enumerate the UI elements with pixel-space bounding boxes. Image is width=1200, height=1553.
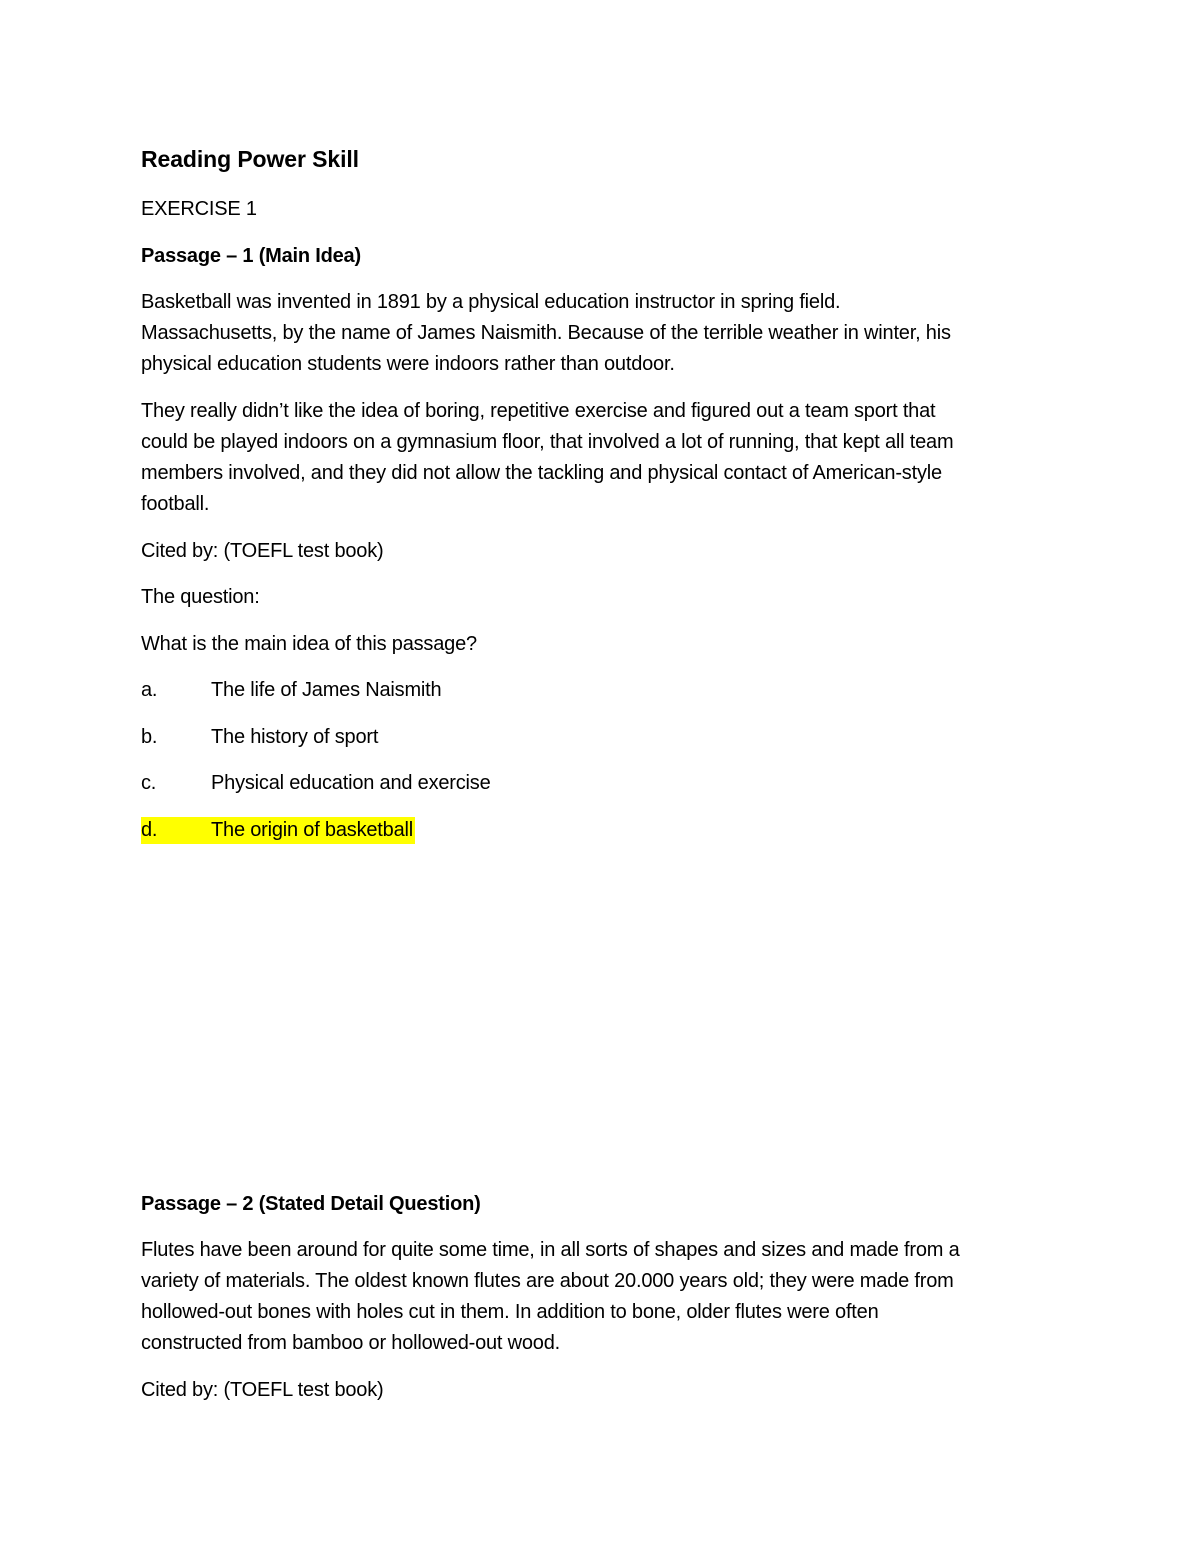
option-d-text: The origin of basketball (211, 819, 413, 841)
passage1-citation: Cited by: (TOEFL test book) (141, 540, 384, 562)
option-a-letter: a. (141, 679, 158, 701)
passage2-para1-line2: variety of materials. The oldest known flutes are about 20.000 years old; they were made from (141, 1270, 954, 1292)
option-b (141, 725, 378, 749)
option-a (141, 678, 441, 702)
document-title: Reading Power Skill (141, 146, 359, 172)
question-text: What is the main idea of this passage? (141, 633, 477, 655)
passage2-para1-line4: constructed from bamboo or hollowed-out wood. (141, 1332, 561, 1354)
passage1-para2-line3: members involved, and they did not allow the tackling and physical contact of American-style (141, 462, 942, 484)
passage1-para2-line1: They really didn’t like the idea of boring, repetitive exercise and figured out a team sport that (141, 400, 936, 422)
answer-highlight (141, 817, 415, 844)
option-c-letter: c. (141, 772, 157, 794)
option-d-answer (141, 818, 415, 842)
passage1-heading: Passage – 1 (Main Idea) (141, 245, 361, 267)
option-a-text: The life of James Naismith (211, 679, 442, 701)
passage1-para2-line4: football. (141, 493, 210, 515)
passage1-para1-line1: Basketball was invented in 1891 by a physical education instructor in spring field. (141, 291, 841, 313)
option-c-text: Physical education and exercise (211, 772, 491, 794)
passage2-para1-line1: Flutes have been around for quite some time, in all sorts of shapes and sizes and made from a (141, 1239, 960, 1261)
exercise-heading: EXERCISE 1 (141, 198, 257, 220)
option-c (141, 771, 491, 795)
question-label: The question: (141, 586, 260, 608)
passage1-para2-line2: could be played indoors on a gymnasium floor, that involved a lot of running, that kept all team (141, 431, 954, 453)
option-d-letter: d. (141, 819, 158, 841)
option-b-text: The history of sport (211, 726, 379, 748)
passage2-citation: Cited by: (TOEFL test book) (141, 1379, 384, 1401)
passage2-para1-line3: hollowed-out bones with holes cut in them. In addition to bone, older flutes were often (141, 1301, 879, 1323)
passage2-heading: Passage – 2 (Stated Detail Question) (141, 1193, 481, 1215)
passage1-para1-line3: physical education students were indoors rather than outdoor. (141, 353, 675, 375)
option-b-letter: b. (141, 726, 158, 748)
passage1-para1-line2: Massachusetts, by the name of James Naismith. Because of the terrible weather in winter, his (141, 322, 951, 344)
